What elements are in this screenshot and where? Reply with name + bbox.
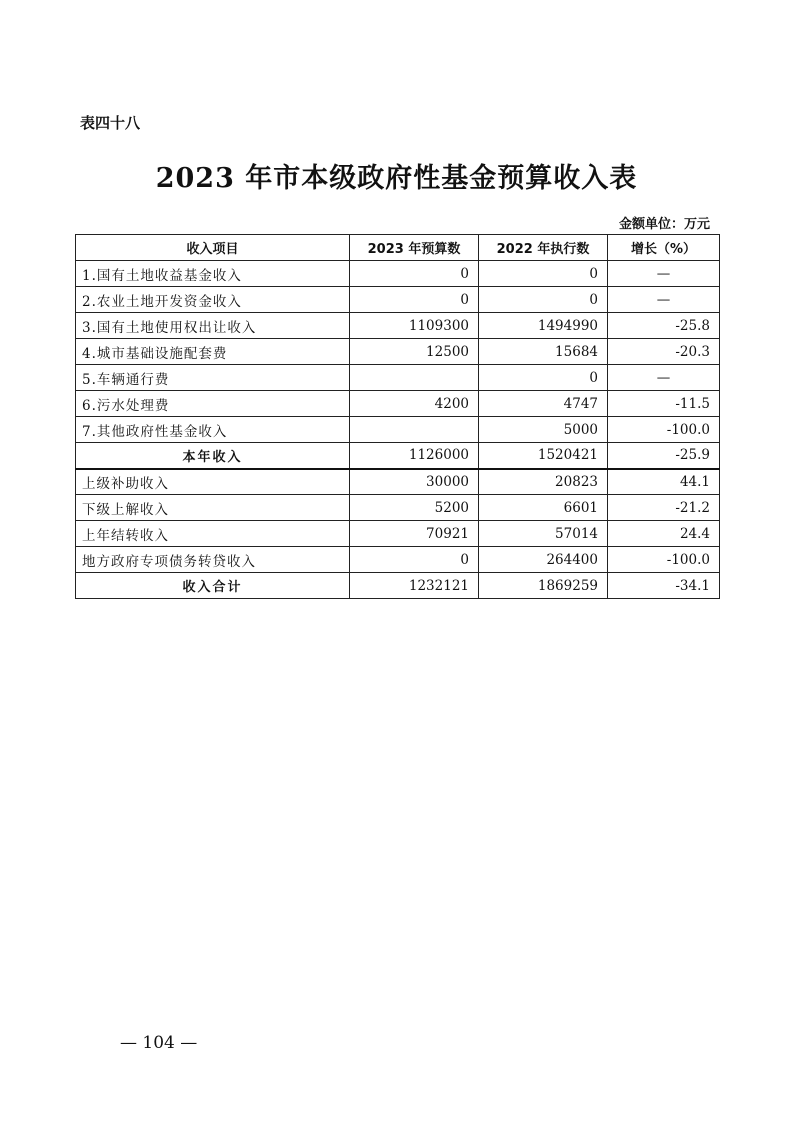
row-budget: 0 — [350, 547, 479, 573]
row-actual: 5000 — [479, 417, 608, 443]
row-actual: 0 — [479, 261, 608, 287]
table-row — [76, 365, 720, 391]
row-budget: 70921 — [350, 521, 479, 547]
table-row — [76, 495, 720, 521]
row-growth: -11.5 — [608, 391, 720, 417]
total-growth: -34.1 — [608, 573, 720, 599]
row-growth: -20.3 — [608, 339, 720, 365]
row-growth: — — [608, 287, 720, 313]
subtotal-growth: -25.9 — [608, 443, 720, 469]
row-name: 3.国有土地使用权出让收入 — [76, 313, 350, 339]
header-budget-2023: 2023 年预算数 — [350, 235, 479, 261]
row-budget — [350, 365, 479, 391]
row-growth: 44.1 — [608, 469, 720, 495]
table-row — [76, 261, 720, 287]
row-name: 2.农业土地开发资金收入 — [76, 287, 350, 313]
row-name: 7.其他政府性基金收入 — [76, 417, 350, 443]
subtotal-actual: 1520421 — [479, 443, 608, 469]
row-name: 上级补助收入 — [76, 469, 350, 495]
total-label: 收入合计 — [76, 573, 350, 599]
row-budget: 5200 — [350, 495, 479, 521]
table-row — [76, 469, 720, 495]
row-growth: — — [608, 261, 720, 287]
row-growth: — — [608, 365, 720, 391]
row-actual: 264400 — [479, 547, 608, 573]
table-row — [76, 547, 720, 573]
row-budget — [350, 417, 479, 443]
row-actual: 0 — [479, 365, 608, 391]
header-item: 收入项目 — [76, 235, 350, 261]
table-row — [76, 287, 720, 313]
row-budget: 0 — [350, 287, 479, 313]
subtotal-label: 本年收入 — [76, 443, 350, 469]
page-title: 2023 年市本级政府性基金预算收入表 — [155, 163, 638, 194]
row-actual: 57014 — [479, 521, 608, 547]
total-actual: 1869259 — [479, 573, 608, 599]
row-name: 6.污水处理费 — [76, 391, 350, 417]
row-name: 上年结转收入 — [76, 521, 350, 547]
row-name: 5.车辆通行费 — [76, 365, 350, 391]
table-row — [76, 521, 720, 547]
table-header-row — [76, 235, 720, 261]
row-actual: 1494990 — [479, 313, 608, 339]
table-row — [76, 339, 720, 365]
row-growth: -100.0 — [608, 417, 720, 443]
row-budget: 4200 — [350, 391, 479, 417]
row-budget: 12500 — [350, 339, 479, 365]
page-number: — 104 — — [120, 1033, 198, 1053]
row-name: 地方政府专项债务转贷收入 — [76, 547, 350, 573]
row-budget: 1109300 — [350, 313, 479, 339]
subtotal-row — [76, 443, 720, 469]
row-budget: 30000 — [350, 469, 479, 495]
row-growth: 24.4 — [608, 521, 720, 547]
row-actual: 0 — [479, 287, 608, 313]
header-actual-2022: 2022 年执行数 — [479, 235, 608, 261]
table-row — [76, 391, 720, 417]
row-actual: 15684 — [479, 339, 608, 365]
row-name: 1.国有土地收益基金收入 — [76, 261, 350, 287]
budget-table — [75, 234, 720, 599]
total-budget: 1232121 — [350, 573, 479, 599]
table-number: 表四十八 — [80, 114, 141, 132]
header-growth: 增长（%） — [608, 235, 720, 261]
row-actual: 6601 — [479, 495, 608, 521]
row-name: 下级上解收入 — [76, 495, 350, 521]
row-budget: 0 — [350, 261, 479, 287]
table-row — [76, 313, 720, 339]
row-growth: -100.0 — [608, 547, 720, 573]
subtotal-budget: 1126000 — [350, 443, 479, 469]
row-actual: 20823 — [479, 469, 608, 495]
row-growth: -21.2 — [608, 495, 720, 521]
total-row — [76, 573, 720, 599]
table-row — [76, 417, 720, 443]
row-growth: -25.8 — [608, 313, 720, 339]
row-name: 4.城市基础设施配套费 — [76, 339, 350, 365]
unit-label: 金额单位：万元 — [618, 217, 710, 232]
row-actual: 4747 — [479, 391, 608, 417]
